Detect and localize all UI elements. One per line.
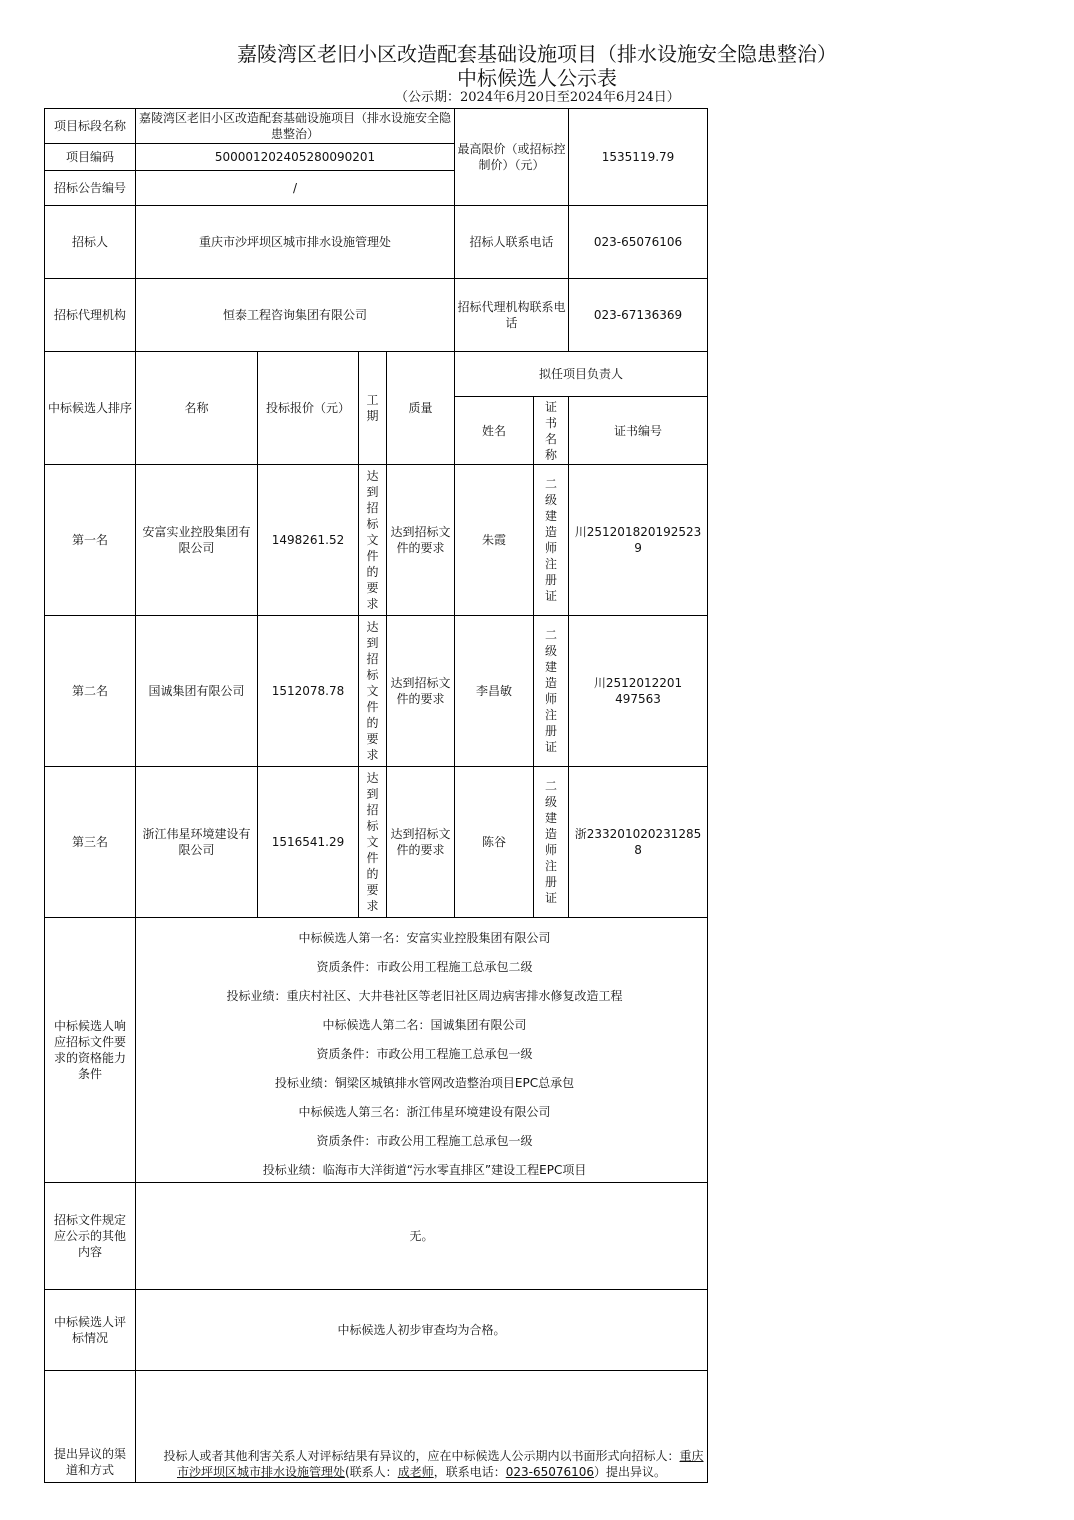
candidate-quality: 达到招标文件的要求 (387, 465, 455, 616)
objection-phone: 023-65076106 (505, 1465, 595, 1479)
qualification-line: 投标业绩：铜梁区城镇排水管网改造整治项目EPC总承包 (274, 1075, 575, 1090)
notice-label: 招标公告编号 (45, 171, 136, 206)
cert-name-header (534, 397, 569, 465)
candidate-name: 浙江伟星环境建设有限公司 (136, 767, 258, 918)
candidate-rank: 第三名 (45, 767, 136, 918)
code-value: 500001202405280090201 (136, 144, 455, 171)
tenderer-phone-label: 招标人联系电话 (455, 206, 569, 279)
page-title: 嘉陵湾区老旧小区改造配套基础设施项目（排水设施安全隐患整治） (237, 42, 837, 66)
table-row (45, 767, 708, 918)
candidate-period (359, 616, 387, 767)
candidate-name: 安富实业控股集团有限公司 (136, 465, 258, 616)
qualification-label: 中标候选人响应招标文件要求的资格能力条件 (45, 918, 136, 1183)
candidate-cert (534, 616, 569, 767)
section-label: 项目标段名称 (45, 109, 136, 144)
candidate-period-text: 达到招标文件的要求 (366, 620, 379, 762)
tenderer-label: 招标人 (45, 206, 136, 279)
other-content-value: 无。 (136, 1183, 708, 1290)
qualification-line: 投标业绩：重庆村社区、大井巷社区等老旧社区周边病害排水修复改造工程 (226, 988, 623, 1003)
objection-text-b: (联系人： (345, 1465, 398, 1479)
qualification-line: 投标业绩：临海市大洋街道“污水零直排区”建设工程EPC项目 (262, 1162, 587, 1177)
candidate-quality: 达到招标文件的要求 (387, 616, 455, 767)
qualification-line: 中标候选人第一名：安富实业控股集团有限公司 (298, 930, 551, 945)
name-header: 名称 (136, 352, 258, 465)
notice-value: / (136, 171, 455, 206)
objection-text (138, 1448, 705, 1480)
objection-text-c: ，联系电话： (433, 1465, 506, 1479)
qualification-line: 资质条件：市政公用工程施工总承包一级 (316, 1133, 533, 1148)
candidate-period-text: 达到招标文件的要求 (366, 771, 379, 913)
candidate-cert-text: 二级建造师注册证 (545, 779, 558, 905)
candidate-table (44, 108, 708, 1483)
max-price-label: 最高限价（或招标控制价）（元） (455, 109, 569, 206)
objection-label: 提出异议的渠道和方式 (45, 1371, 136, 1483)
candidate-manager: 陈谷 (455, 767, 534, 918)
quality-header: 质量 (387, 352, 455, 465)
agency-phone-value: 023-67136369 (569, 279, 708, 352)
candidate-manager: 朱霞 (455, 465, 534, 616)
manager-name-header: 姓名 (455, 397, 534, 465)
code-label: 项目编码 (45, 144, 136, 171)
candidate-name: 国诚集团有限公司 (136, 616, 258, 767)
other-content-label: 招标文件规定应公示的其他内容 (45, 1183, 136, 1290)
evaluation-label: 中标候选人评标情况 (45, 1290, 136, 1371)
agency-phone-label: 招标代理机构联系电话 (455, 279, 569, 352)
page-subtitle: 中标候选人公示表 (457, 66, 617, 90)
candidate-manager: 李昌敏 (455, 616, 534, 767)
candidate-period (359, 767, 387, 918)
rank-header: 中标候选人排序 (45, 352, 136, 465)
agency-label: 招标代理机构 (45, 279, 136, 352)
qualification-line: 中标候选人第二名：国诚集团有限公司 (322, 1017, 527, 1032)
candidate-cert (534, 767, 569, 918)
candidate-quality: 达到招标文件的要求 (387, 767, 455, 918)
candidate-period-text: 达到招标文件的要求 (366, 469, 379, 611)
candidate-price: 1498261.52 (258, 465, 359, 616)
candidate-period (359, 465, 387, 616)
table-row (45, 465, 708, 616)
objection-contact: 成老师 (397, 1465, 434, 1479)
period-header (359, 352, 387, 465)
publicity-period: （公示期：2024年6月20日至2024年6月24日） (395, 90, 680, 105)
qualification-line: 中标候选人第三名：浙江伟星环境建设有限公司 (298, 1104, 551, 1119)
objection-text-a: 投标人或者其他利害关系人对评标结果有异议的，应在中标候选人公示期内以书面形式向招标人： (163, 1449, 680, 1463)
candidate-cert-no: 浙2332010202312858 (569, 767, 708, 918)
candidate-cert-no: 川2512018201925239 (569, 465, 708, 616)
cert-no-header: 证书编号 (569, 397, 708, 465)
qualification-content (136, 918, 708, 1183)
max-price-value: 1535119.79 (569, 109, 708, 206)
tenderer-phone-value: 023-65076106 (569, 206, 708, 279)
candidate-cert-text: 二级建造师注册证 (545, 628, 558, 754)
objection-org: 重庆市沙坪坝区城市排水设施管理处 (176, 1449, 704, 1479)
objection-content (136, 1371, 708, 1483)
candidate-cert-no: 川2512012201497563 (569, 616, 708, 767)
manager-header: 拟任项目负责人 (455, 352, 708, 397)
qualification-line: 资质条件：市政公用工程施工总承包二级 (316, 959, 533, 974)
candidate-rank: 第一名 (45, 465, 136, 616)
tenderer-value: 重庆市沙坪坝区城市排水设施管理处 (136, 206, 455, 279)
price-header: 投标报价（元） (258, 352, 359, 465)
agency-value: 恒泰工程咨询集团有限公司 (136, 279, 455, 352)
candidate-rank: 第二名 (45, 616, 136, 767)
period-header-text: 工期 (366, 393, 379, 423)
candidate-price: 1512078.78 (258, 616, 359, 767)
evaluation-value: 中标候选人初步审查均为合格。 (136, 1290, 708, 1371)
candidate-cert-text: 二级建造师注册证 (545, 477, 558, 603)
qualification-line: 资质条件：市政公用工程施工总承包一级 (316, 1046, 533, 1061)
table-row (45, 616, 708, 767)
section-value: 嘉陵湾区老旧小区改造配套基础设施项目（排水设施安全隐患整治） (136, 109, 455, 144)
candidate-price: 1516541.29 (258, 767, 359, 918)
cert-name-header-text: 证书名称 (545, 399, 558, 462)
objection-text-d: ）提出异议。 (594, 1465, 667, 1479)
candidate-cert (534, 465, 569, 616)
